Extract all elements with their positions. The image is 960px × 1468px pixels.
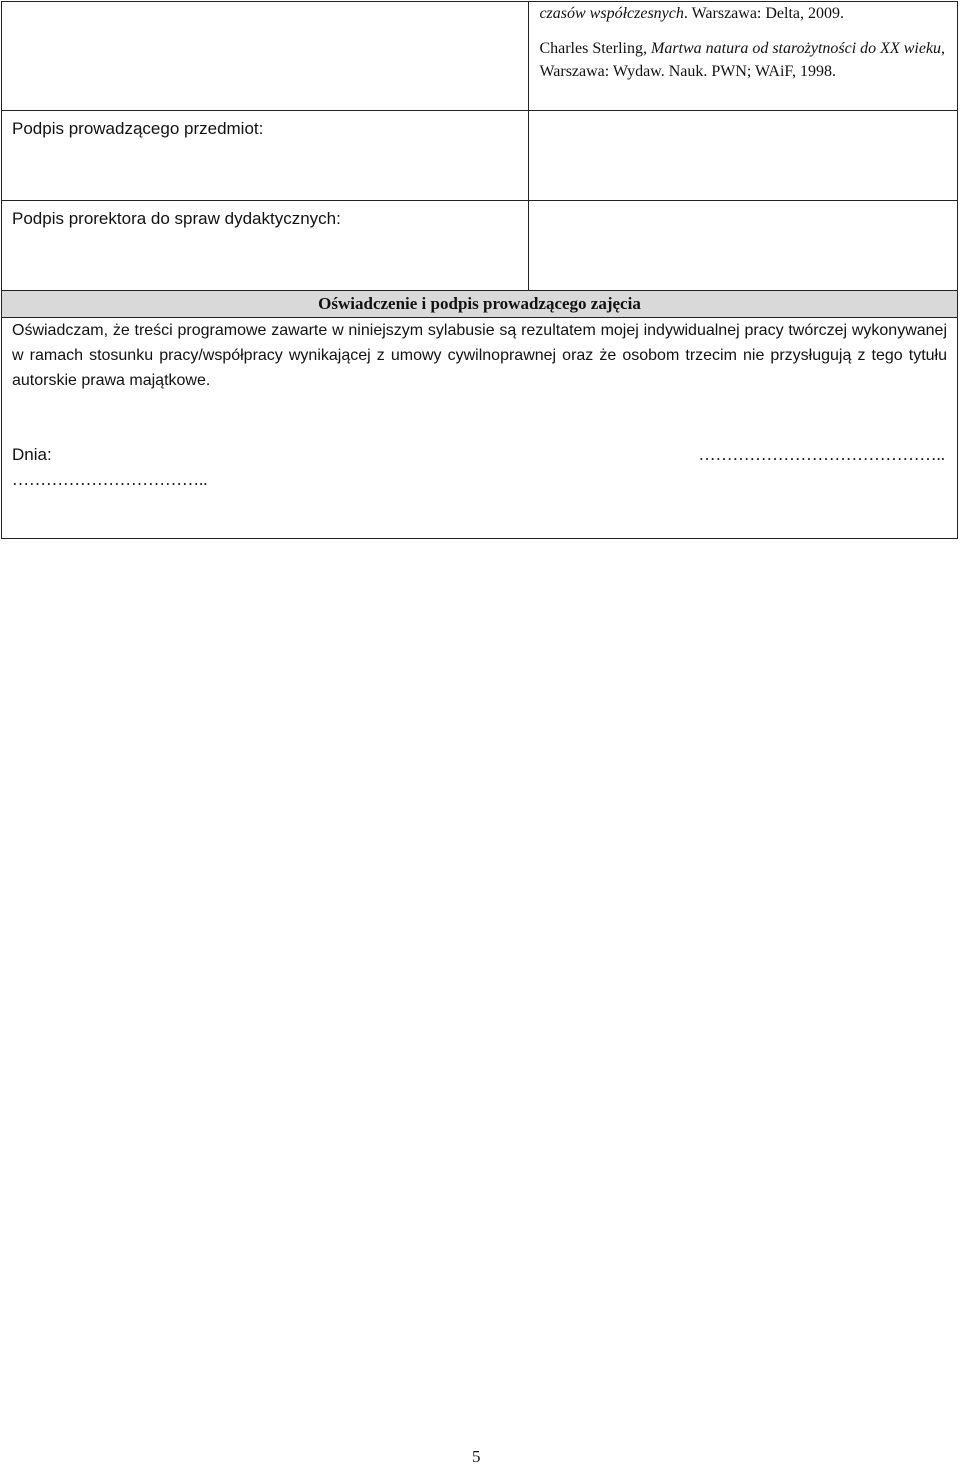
date-label: Dnia: — [12, 445, 52, 464]
blank-cell — [2, 2, 529, 111]
bibliography-details-2: , Warszawa: Wydaw. Nauk. PWN; WAiF, 1998. — [539, 40, 946, 80]
bibliography-entry-2 — [539, 37, 949, 83]
bibliography-cell — [529, 2, 958, 111]
bibliography-author-2: Charles Sterling, — [539, 40, 651, 57]
syllabus-signature-table — [1, 1, 958, 539]
lecturer-signature-label: Podpis prowadzącego przedmiot: — [12, 119, 264, 138]
declaration-title: Oświadczenie i podpis prowadzącego zajęcia — [2, 291, 957, 318]
bibliography-title-2: Martwa natura od starożytności do XX wieku — [650, 40, 942, 57]
bibliography-entry-1 — [539, 2, 949, 25]
bibliography-list — [529, 2, 957, 110]
declaration-text: Oświadczam, że treści programowe zawarte w niniejszym sylabusie są rezultatem mojej indywidualnej pracy twórczej wykonywanej w ramach stosunku pracy/współpracy wynikającej z umowy cywilnoprawnej oraz że osobom trzecim nie przysługują z tego tytułu autorskie prawa majątkowe. — [12, 322, 947, 389]
lecturer-signature-field[interactable] — [529, 111, 958, 201]
signature-field[interactable]: …………………………………….. — [698, 445, 945, 464]
declaration-section — [2, 291, 958, 539]
page-number: 5 — [472, 1447, 481, 1466]
vice-rector-signature-label: Podpis prorektora do spraw dydaktycznych: — [12, 209, 341, 228]
vice-rector-signature-field[interactable] — [529, 201, 958, 291]
vice-rector-signature-label-cell — [2, 201, 529, 291]
bibliography-details-1: . Warszawa: Delta, 2009. — [683, 5, 845, 22]
date-signature-row — [2, 445, 957, 505]
bibliography-title-1: czasów współczesnych — [539, 5, 684, 22]
lecturer-signature-label-cell — [2, 111, 529, 201]
date-field[interactable]: …………………………….. — [12, 470, 208, 489]
